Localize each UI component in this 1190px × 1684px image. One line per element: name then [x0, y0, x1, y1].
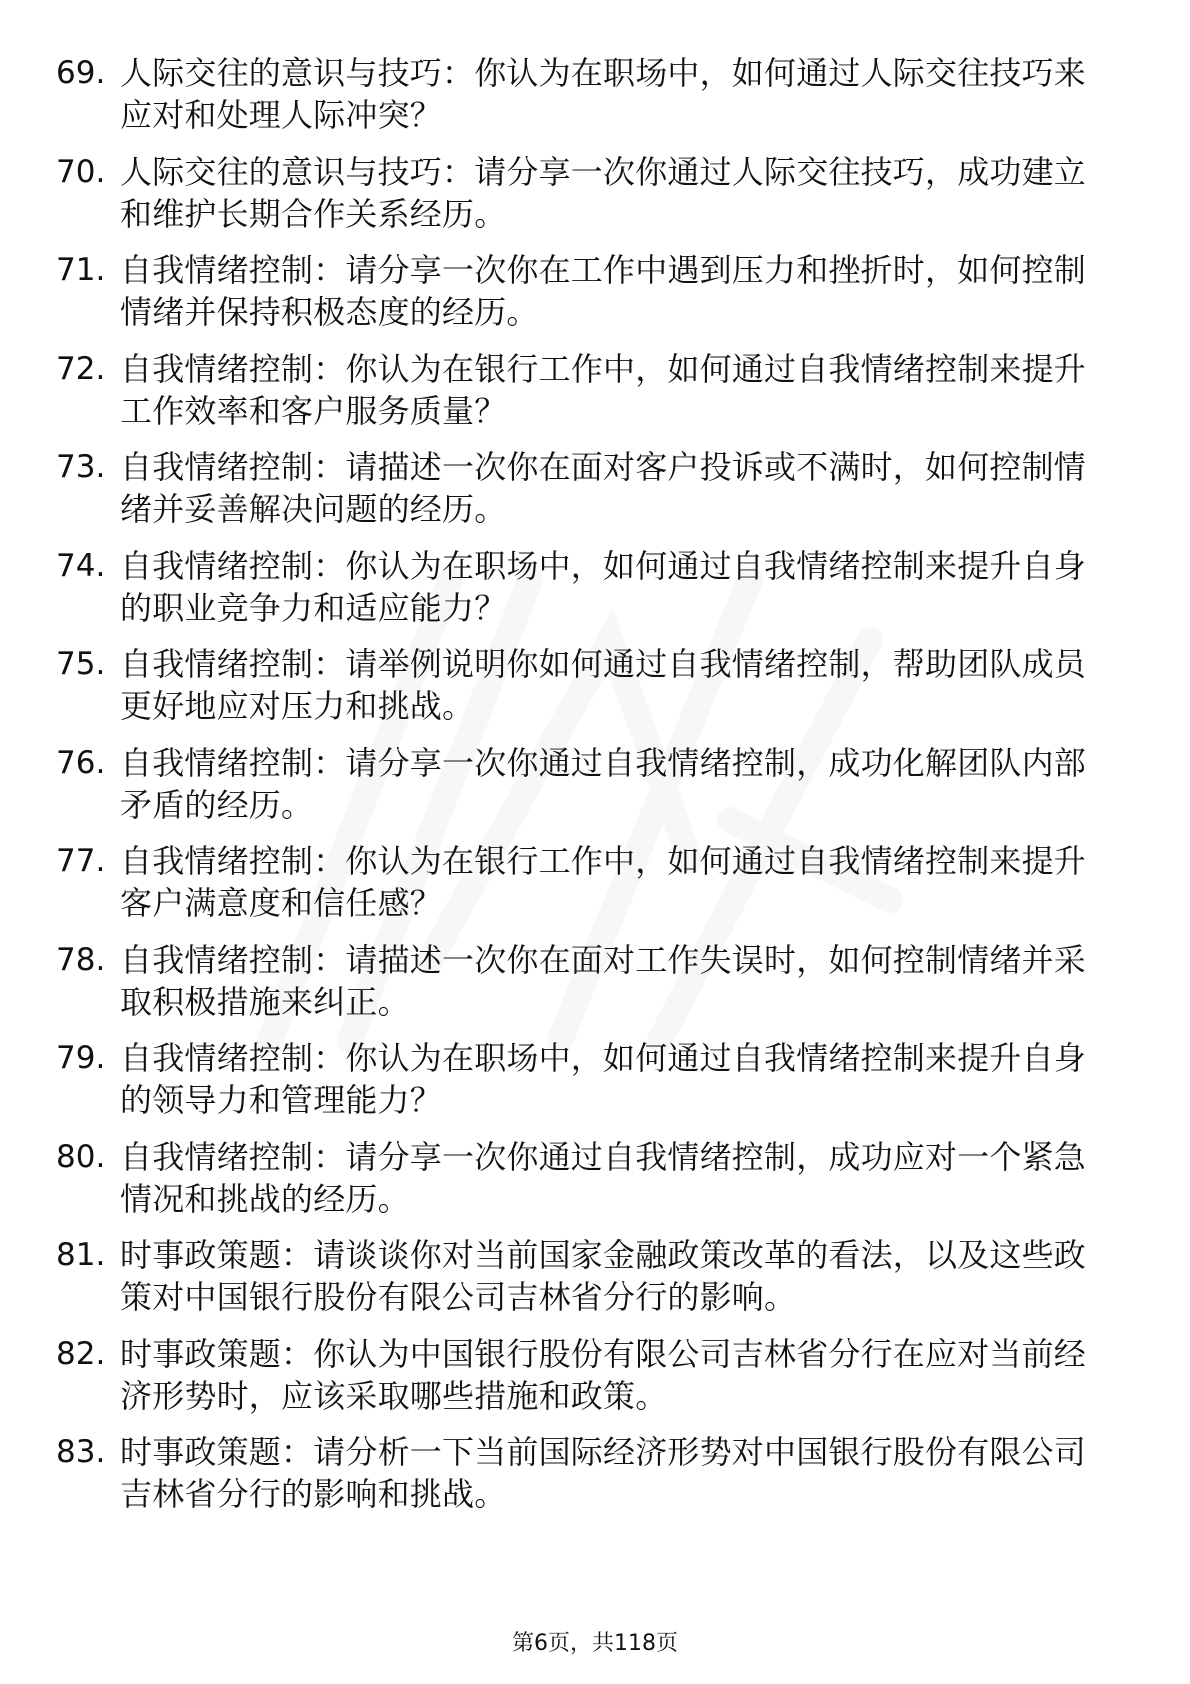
question-text: 时事政策题：你认为中国银行股份有限公司吉林省分行在应对当前经济形势时，应该采取哪些措施和政策。: [120, 1334, 1087, 1415]
question-item: [56, 939, 1106, 1038]
question-item: [56, 742, 1106, 841]
question-number: 78.: [56, 941, 106, 978]
question-number: 77.: [56, 843, 106, 879]
question-number: 71.: [56, 252, 106, 288]
question-number: 83.: [56, 1434, 106, 1470]
question-text: 时事政策题：请谈谈你对当前国家金融政策改革的看法，以及这些政策对中国银行股份有限公司吉林省分行的影响。: [120, 1236, 1087, 1316]
question-text: 自我情绪控制：请描述一次你在面对客户投诉或不满时，如何控制情绪并妥善解决问题的经历。: [120, 448, 1087, 528]
question-number: 80.: [56, 1138, 106, 1175]
question-number: 79.: [56, 1040, 106, 1076]
question-number: 73.: [56, 449, 106, 485]
question-item: [56, 545, 1106, 644]
question-text: 自我情绪控制：你认为在银行工作中，如何通过自我情绪控制来提升客户满意度和信任感？: [120, 842, 1087, 922]
question-item: [56, 1037, 1106, 1136]
question-text: 自我情绪控制：请分享一次你通过自我情绪控制，成功应对一个紧急情况和挑战的经历。: [120, 1137, 1087, 1218]
question-number: 74.: [56, 547, 106, 584]
question-text: 自我情绪控制：你认为在职场中，如何通过自我情绪控制来提升自身的职业竞争力和适应能力？: [120, 546, 1087, 627]
question-number: 70.: [56, 153, 106, 190]
question-item: [56, 1234, 1106, 1333]
question-text: 自我情绪控制：请举例说明你如何通过自我情绪控制，帮助团队成员更好地应对压力和挑战。: [120, 645, 1087, 725]
question-item: [56, 1333, 1106, 1432]
question-number: 69.: [56, 55, 106, 91]
question-number: 75.: [56, 646, 106, 682]
question-number: 82.: [56, 1335, 106, 1372]
question-item: [56, 52, 1106, 151]
question-number: 76.: [56, 744, 106, 781]
question-item: [56, 249, 1106, 348]
question-item: [56, 643, 1106, 742]
question-item: [56, 840, 1106, 939]
question-text: 时事政策题：请分析一下当前国际经济形势对中国银行股份有限公司吉林省分行的影响和挑战。: [120, 1433, 1087, 1513]
question-number: 72.: [56, 350, 106, 387]
question-item: [56, 1136, 1106, 1235]
question-text: 自我情绪控制：你认为在银行工作中，如何通过自我情绪控制来提升工作效率和客户服务质量？: [120, 349, 1087, 430]
question-list: [56, 52, 1106, 1530]
question-item: [56, 1431, 1106, 1530]
question-item: [56, 151, 1106, 250]
question-text: 人际交往的意识与技巧：你认为在职场中，如何通过人际交往技巧来应对和处理人际冲突？: [120, 54, 1087, 134]
question-item: [56, 446, 1106, 545]
question-text: 自我情绪控制：你认为在职场中，如何通过自我情绪控制来提升自身的领导力和管理能力？: [120, 1039, 1087, 1119]
question-number: 81.: [56, 1237, 106, 1273]
question-text: 自我情绪控制：请描述一次你在面对工作失误时，如何控制情绪并采取积极措施来纠正。: [120, 940, 1087, 1021]
page-footer: 第6页，共118页: [512, 1631, 678, 1656]
question-text: 自我情绪控制：请分享一次你通过自我情绪控制，成功化解团队内部矛盾的经历。: [120, 743, 1087, 824]
question-text: 人际交往的意识与技巧：请分享一次你通过人际交往技巧，成功建立和维护长期合作关系经历。: [120, 152, 1087, 233]
question-item: [56, 348, 1106, 447]
question-text: 自我情绪控制：请分享一次你在工作中遇到压力和挫折时，如何控制情绪并保持积极态度的经历。: [120, 251, 1087, 331]
